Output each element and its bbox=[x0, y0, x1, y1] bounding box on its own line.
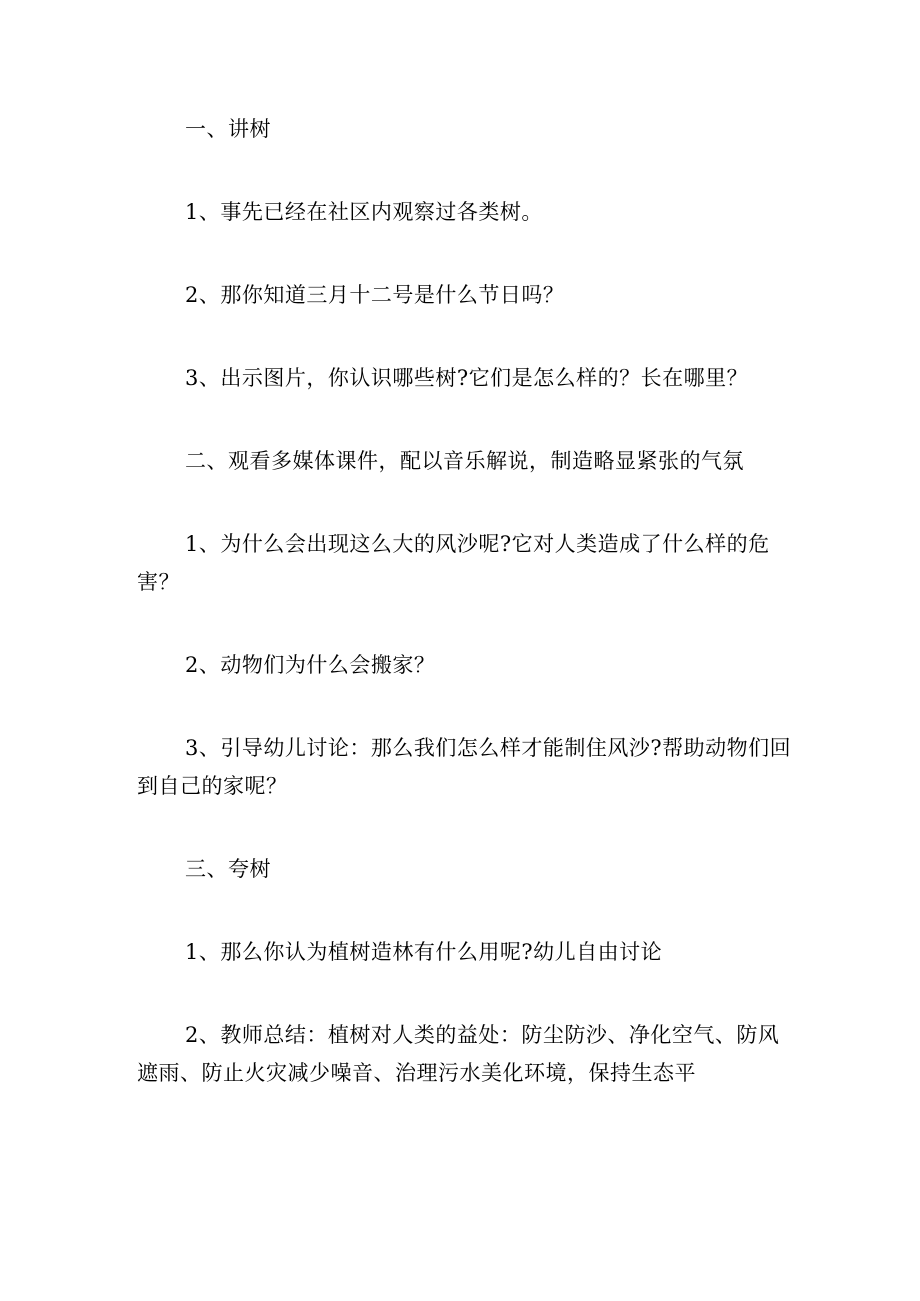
paragraph-3-1: 1、那么你认为植树造林有什么用呢?幼儿自由讨论 bbox=[185, 940, 663, 964]
paragraph-1-3: 3、出示图片，你认识哪些树?它们是怎么样的？长在哪里？ bbox=[185, 366, 749, 390]
paragraph-1-1: 1、事先已经在社区内观察过各类树。 bbox=[185, 200, 543, 224]
paragraph-2-2: 2、动物们为什么会搬家？ bbox=[185, 653, 436, 677]
section-heading-2: 二、观看多媒体课件，配以音乐解说，制造略显紧张的气氛 bbox=[185, 449, 744, 473]
paragraph-2-1: 1、为什么会出现这么大的风沙呢?它对人类造成了什么样的危害？ bbox=[137, 532, 770, 594]
paragraph-1-2: 2、那你知道三月十二号是什么节日吗？ bbox=[185, 283, 565, 307]
paragraph-3-2: 2、教师总结：植树对人类的益处：防尘防沙、净化空气、防风遮雨、防止火灾减少噪音、治理污水美化环境，保持生态平 bbox=[137, 1023, 780, 1085]
paragraph-2-3: 3、引导幼儿讨论：那么我们怎么样才能制住风沙?帮助动物们回到自己的家呢？ bbox=[137, 736, 792, 798]
section-heading-1: 一、讲树 bbox=[185, 117, 271, 141]
section-heading-3: 三、夸树 bbox=[185, 857, 271, 881]
document-body bbox=[137, 110, 797, 1092]
